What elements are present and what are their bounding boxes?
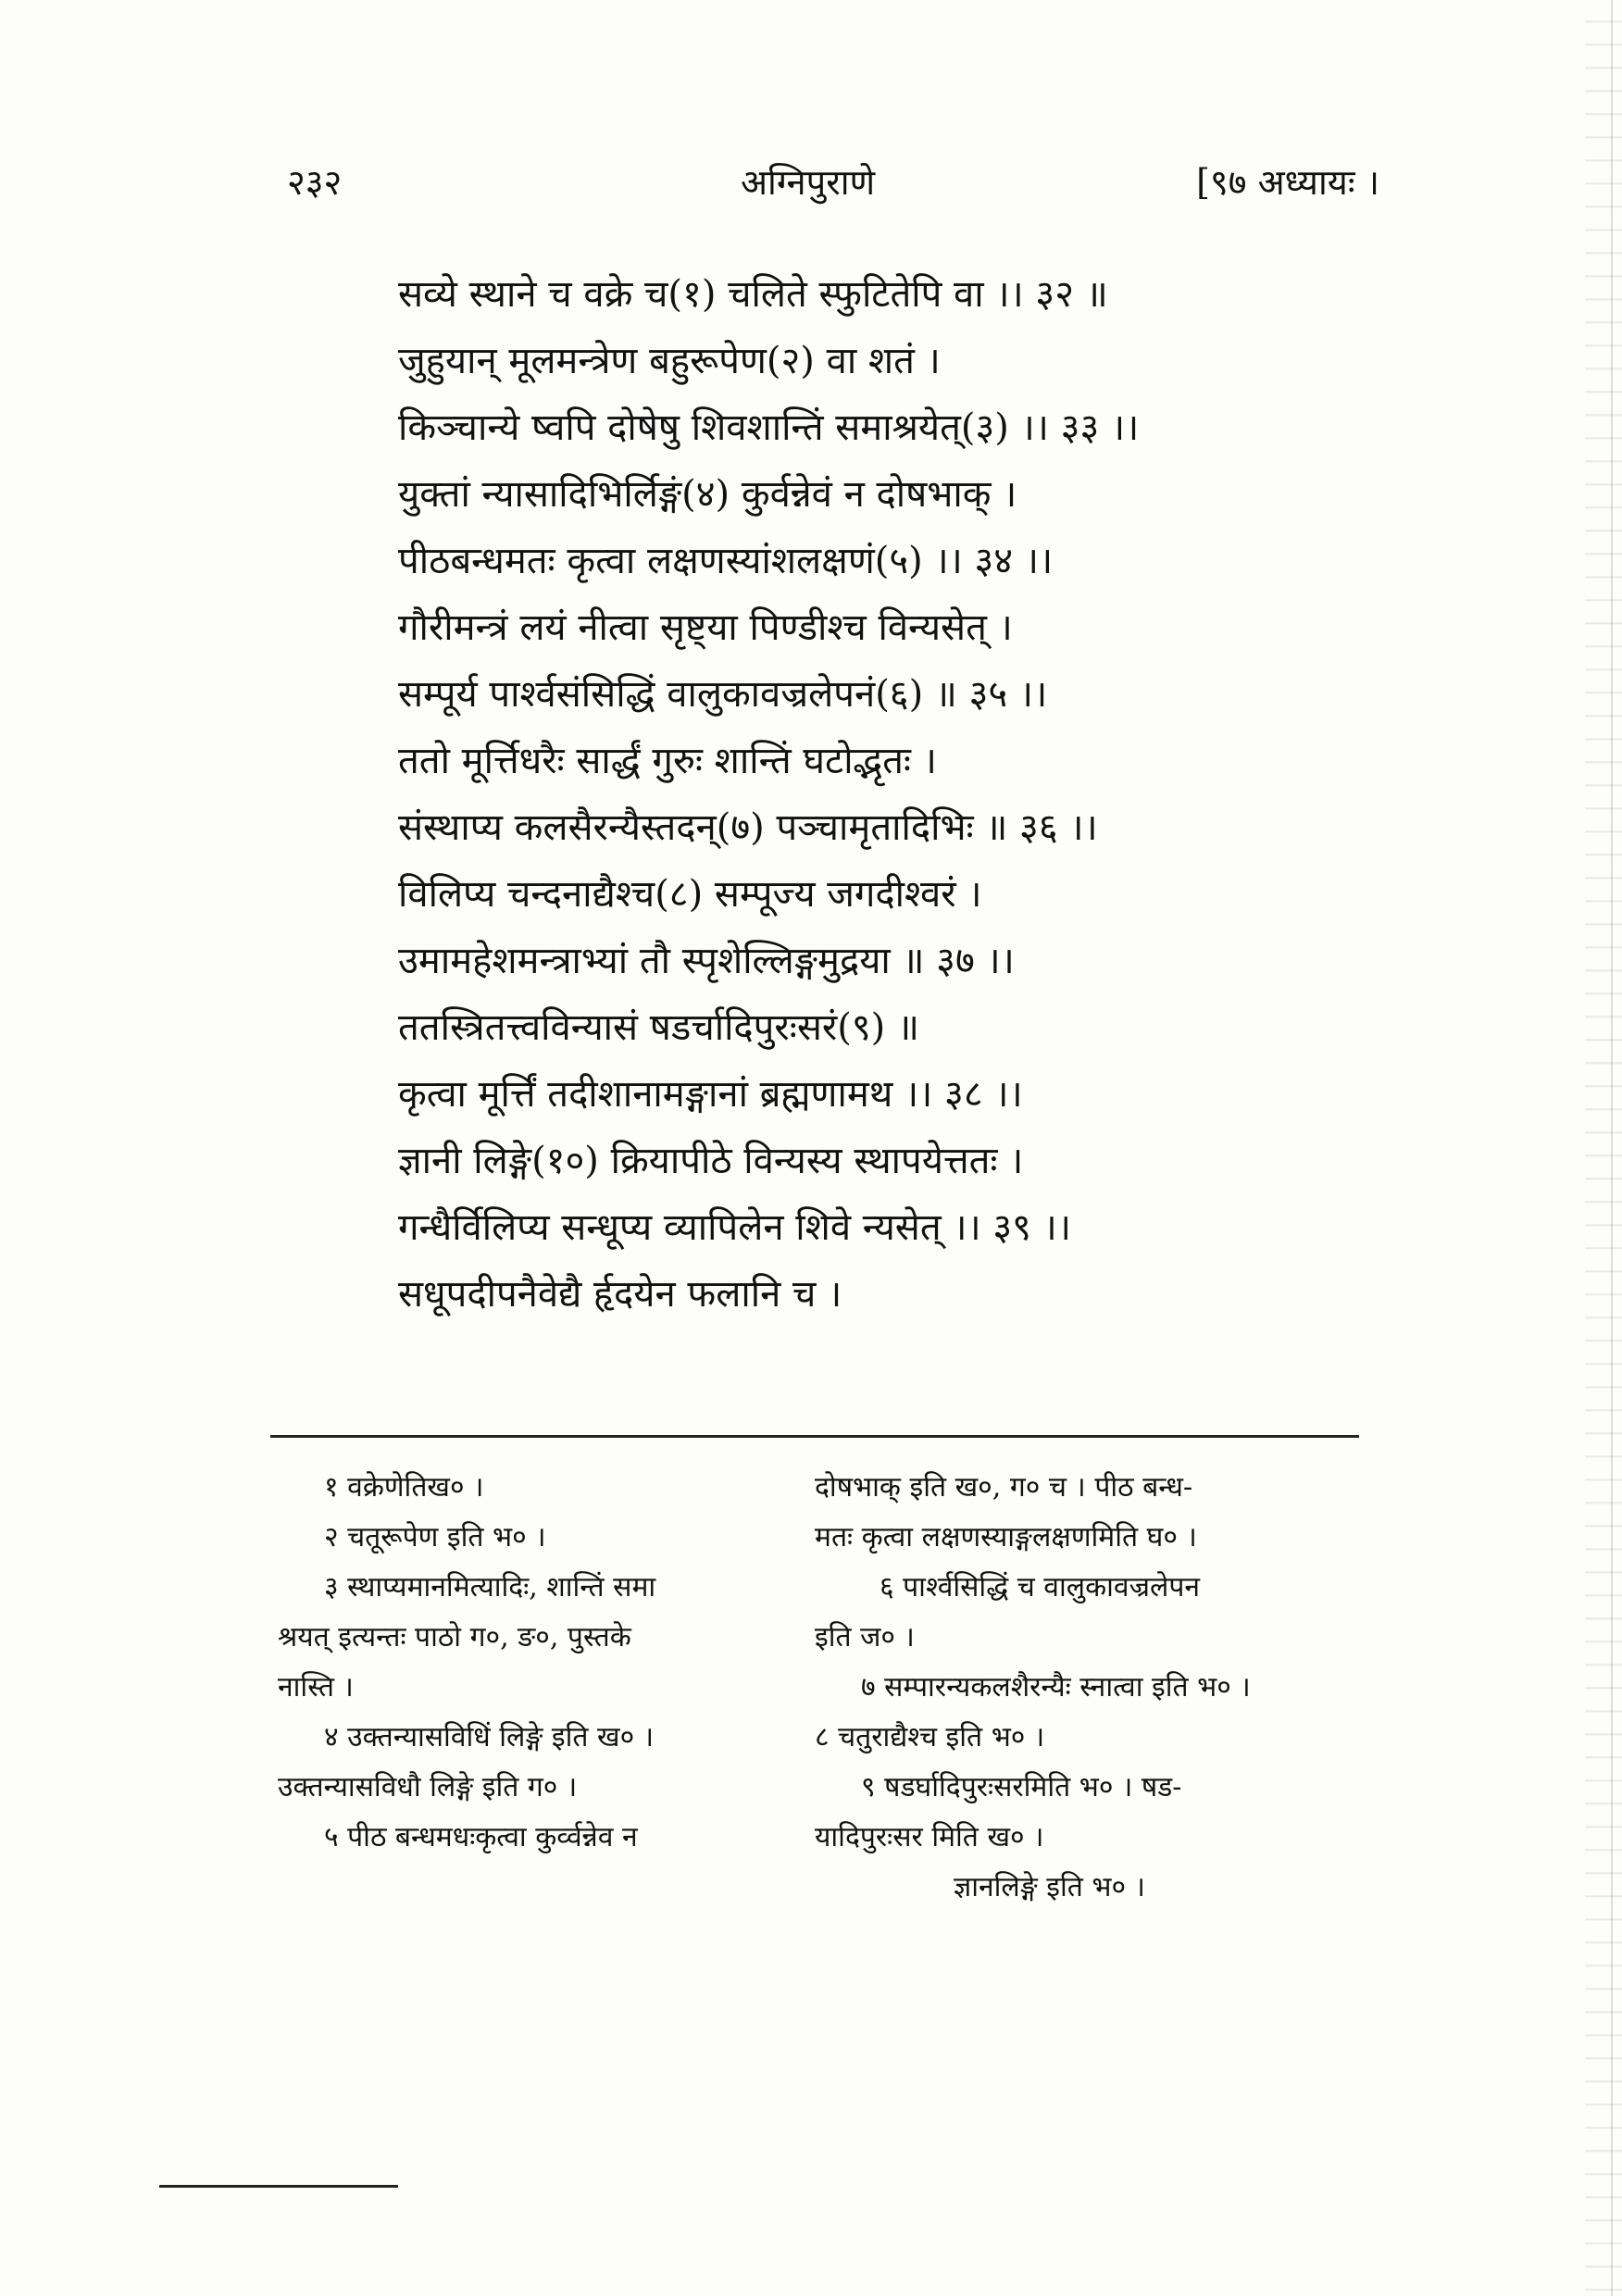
footnote-line: दोषभाक् इति ख०, ग० च । पीठ बन्ध- xyxy=(815,1471,1193,1504)
verse-line: संस्थाप्य कलसैरन्यैस्तदन्(७) पञ्चामृतादिभिः ॥ ३६ ।। xyxy=(398,806,1098,849)
verse-line: कृत्वा मूर्त्तिं तदीशानामङ्गानां ब्रह्मणामथ ।। ३८ ।। xyxy=(398,1073,1023,1116)
bottom-rule xyxy=(159,2185,398,2188)
footnote-line: श्रयत् इत्यन्तः पाठो ग०, ङ०, पुस्तके xyxy=(278,1621,631,1653)
verse-line: ज्ञानी लिङ्गे(१०) क्रियापीठे विन्यस्य स्थापयेत्ततः । xyxy=(398,1140,1024,1182)
verse-line: उमामहेशमन्त्राभ्यां तौ स्पृशेल्लिङ्गमुद्रया ॥ ३७ ।। xyxy=(398,940,1015,982)
verse-line: जुहुयान् मूलमन्त्रेण बहुरूपेण(२) वा शतं । xyxy=(398,340,941,382)
footnote-line: ५ पीठ बन्धमधःकृत्वा कुर्व्वन्नेव न xyxy=(324,1821,638,1853)
verse-line: गौरीमन्त्रं लयं नीत्वा सृष्ट्या पिण्डीश्च विन्यसेत् । xyxy=(398,606,1013,649)
footnote-line: मतः कृत्वा लक्षणस्याङ्गलक्षणमिति घ० । xyxy=(815,1521,1197,1554)
footnote-line: ८ चतुराद्यैश्च इति भ० । xyxy=(815,1721,1045,1753)
footnote-line: ९ षडर्घादिपुरःसरमिति भ० । षड- xyxy=(861,1771,1182,1803)
verse-line: सधूपदीपनैवेद्यै र्हृदयेन फलानि च । xyxy=(398,1273,842,1316)
footnote-line: २ चतूरूपेण इति भ० । xyxy=(324,1521,546,1554)
verse-line: युक्तां न्यासादिभिर्लिङ्गं(४) कुर्वन्नेवं न दोषभाक् । xyxy=(398,473,1017,516)
scan-edge-line xyxy=(1611,0,1613,2296)
running-title: अग्निपुराणे xyxy=(741,162,876,203)
chapter-label: [९७ अध्यायः । xyxy=(1196,162,1379,203)
scan-edge-noise xyxy=(1585,0,1622,2296)
footnote-line: उक्तन्यासविधौ लिङ्गे इति ग० । xyxy=(278,1771,578,1803)
verse-block xyxy=(398,261,1324,1328)
footnote-line: ४ उक्तन्यासविधिं लिङ्गे इति ख० । xyxy=(324,1721,655,1753)
footnote-line: नास्ति । xyxy=(278,1671,354,1703)
verse-line: ततो मूर्त्तिधरैः सार्द्धं गुरुः शान्तिं घटोद्भृतः । xyxy=(398,740,937,782)
footnotes-right-column xyxy=(815,1463,1370,1913)
verse-line: ततस्त्रितत्त्वविन्यासं षडर्चादिपुरःसरं(९) ॥ xyxy=(398,1006,919,1049)
footnote-line: यादिपुरःसर मिति ख० । xyxy=(815,1821,1044,1853)
verse-line: विलिप्य चन्दनाद्यैश्च(८) सम्पूज्य जगदीश्वरं । xyxy=(398,873,982,916)
footnote-line: ७ सम्पारन्यकलशैरन्यैः स्नात्वा इति भ० । xyxy=(861,1671,1251,1703)
verse-line: किञ्चान्ये ष्वपि दोषेषु शिवशान्तिं समाश्रयेत्(३) ।। ३३ ।। xyxy=(398,406,1140,449)
footnote-line: इति ज० । xyxy=(815,1621,915,1653)
verse-line: गन्धैर्विलिप्य सन्धूप्य व्यापिलेन शिवे न्यसेत् ।। ३९ ।। xyxy=(398,1206,1072,1249)
footnote-divider xyxy=(270,1435,1359,1438)
footnote-line: ६ पार्श्वसिद्धिं च वालुकावज्रलेपन xyxy=(880,1571,1201,1603)
verse-line: पीठबन्धमतः कृत्वा लक्षणस्यांशलक्षणं(५) ।। ३४ ।। xyxy=(398,540,1054,582)
footnotes-left-column xyxy=(278,1463,796,1863)
footnote-line: १ वक्रेणेतिख० । xyxy=(324,1471,484,1504)
footnote-line: ज्ञानलिङ्गे इति भ० । xyxy=(954,1871,1146,1903)
page-header xyxy=(287,157,1379,222)
verse-line: सव्ये स्थाने च वक्रे च(१) चलिते स्फुटितेपि वा ।। ३२ ॥ xyxy=(398,273,1108,316)
page-number: २३२ xyxy=(287,162,343,203)
footnote-line: ३ स्थाप्यमानमित्यादिः, शान्तिं समा xyxy=(324,1571,656,1603)
verse-line: सम्पूर्य पार्श्वसंसिद्धिं वालुकावज्रलेपनं(६) ॥ ३५ ।। xyxy=(398,673,1048,716)
